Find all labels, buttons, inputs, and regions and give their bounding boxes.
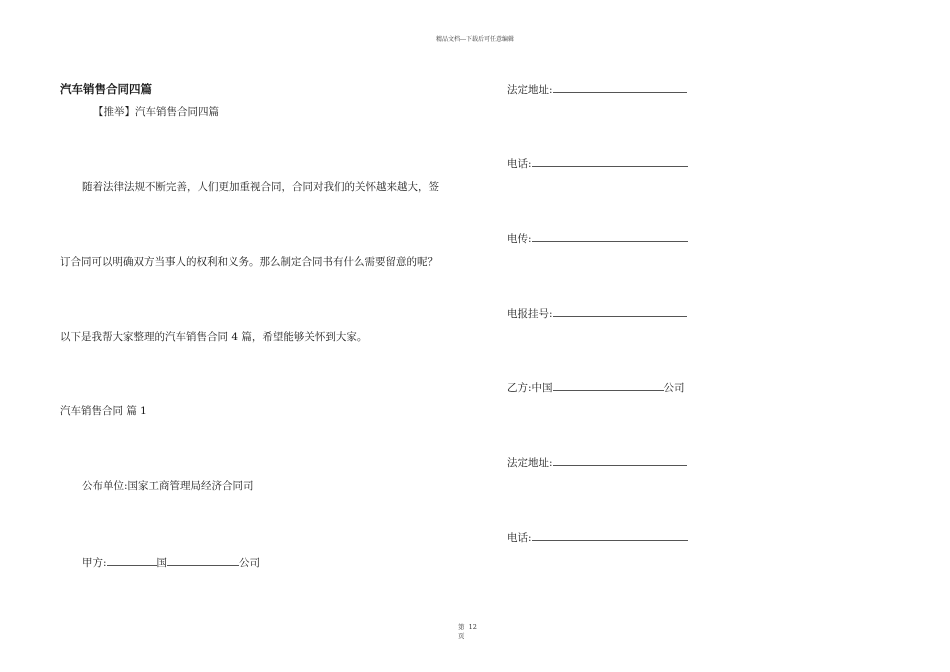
legal-address-label-1: 法定地址: (507, 84, 553, 96)
document-subtitle: 【推举】汽车销售合同四篇 (93, 106, 219, 118)
telex-label: 电传: (507, 233, 532, 245)
cable-line (507, 305, 687, 321)
legal-address-line-1 (507, 81, 687, 97)
page-number: 12 (468, 623, 477, 631)
phone-line-2 (507, 529, 688, 545)
party-b-label: 乙方:中国 (507, 382, 553, 394)
page-label-prefix: 第 (458, 623, 465, 631)
phone-line-1 (507, 155, 688, 171)
legal-address-blank-1 (553, 81, 687, 93)
page-label-suffix: 页 (458, 632, 465, 640)
phone-label-1: 电话: (507, 158, 532, 170)
legal-address-blank-2 (553, 454, 687, 466)
legal-address-line-2 (507, 454, 687, 470)
page-header: 精品文档---下载后可任意编辑 (435, 36, 515, 43)
party-a-company-suffix: 公司 (239, 557, 261, 569)
party-b-company-blank (553, 379, 664, 391)
intro-paragraph-line-2: 订合同可以明确双方当事人的权利和义务。那么制定合同书有什么需要留意的呢？ (60, 256, 438, 268)
party-a-country-blank (107, 554, 157, 566)
party-a-country-suffix: 国 (156, 557, 168, 569)
telex-line (507, 230, 688, 246)
party-b-company-suffix: 公司 (663, 382, 685, 394)
cable-label: 电报挂号: (507, 308, 553, 320)
phone-label-2: 电话: (507, 532, 532, 544)
phone-blank-1 (532, 155, 688, 167)
party-a-company-blank (167, 554, 239, 566)
telex-blank (532, 230, 688, 242)
section-heading: 汽车销售合同 篇 1 (60, 405, 147, 417)
document-title: 汽车销售合同四篇 (60, 82, 152, 96)
party-a-line (82, 554, 260, 570)
intro-paragraph-line-3: 以下是我帮大家整理的汽车销售合同 4 篇，希望能够关怀到大家。 (60, 331, 368, 343)
publisher-line: 公布单位:国家工商管理局经济合同司 (82, 480, 254, 492)
intro-paragraph-line-1: 随着法律法规不断完善，人们更加重视合同，合同对我们的关怀越来越大，签 (82, 181, 439, 193)
phone-blank-2 (532, 529, 688, 541)
cable-blank (553, 305, 687, 317)
legal-address-label-2: 法定地址: (507, 457, 553, 469)
party-b-line (507, 379, 685, 395)
page-footer (458, 623, 477, 641)
party-a-label: 甲方: (82, 557, 107, 569)
